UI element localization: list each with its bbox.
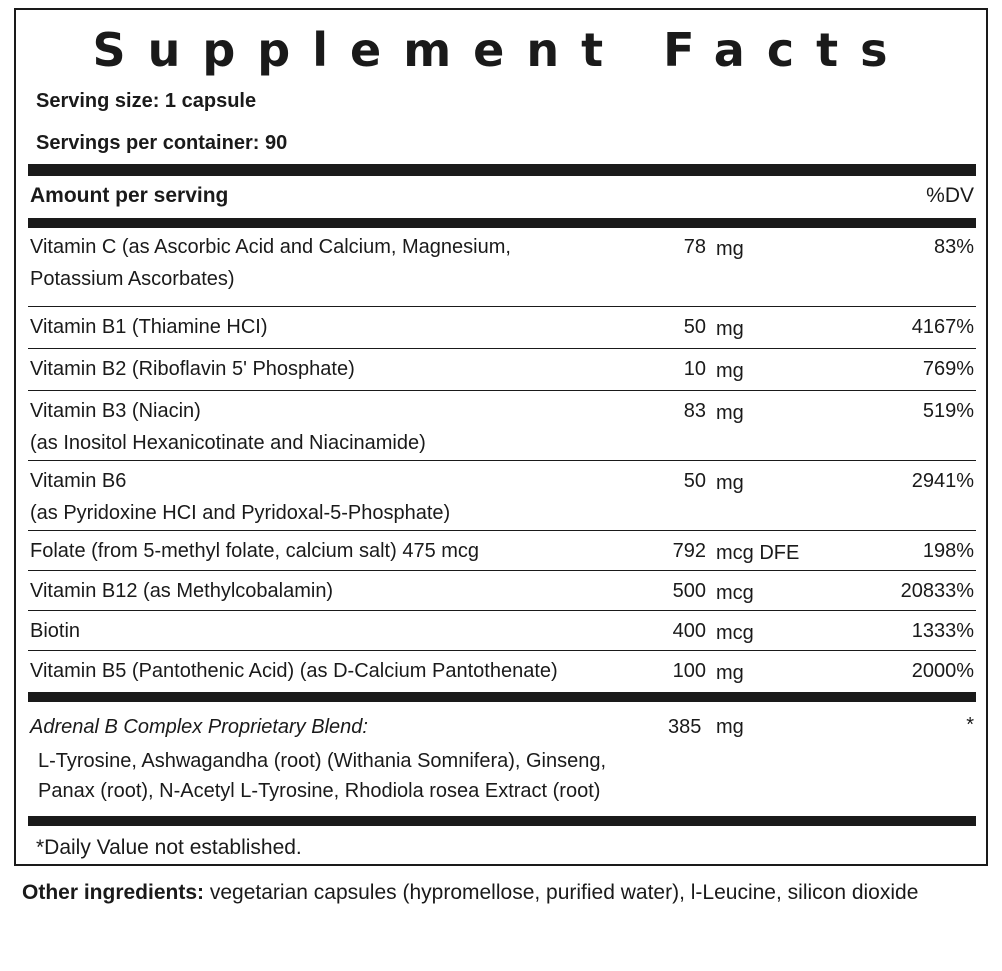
row-divider: [28, 460, 976, 461]
nutrient-dv: 2941%: [911, 470, 974, 492]
nutrient-dv: 519%: [922, 400, 974, 422]
thick-divider: [28, 164, 976, 176]
nutrient-dv: 20833%: [900, 580, 974, 602]
nutrient-amount: 10: [683, 358, 706, 380]
nutrient-name: Vitamin B6: [30, 470, 127, 492]
nutrient-amount: 50: [683, 470, 706, 492]
blend-ingredients-line: L-Tyrosine, Ashwagandha (root) (Withania Somnifera), Ginseng,: [38, 750, 607, 772]
blend-unit: mg: [716, 716, 744, 738]
nutrient-amount: 100: [672, 660, 706, 682]
nutrient-amount: 400: [672, 620, 706, 642]
row-divider: [28, 610, 976, 611]
nutrient-unit: mcg: [716, 582, 754, 604]
row-divider: [28, 390, 976, 391]
nutrient-amount: 78: [683, 236, 706, 258]
nutrient-dv: 83%: [933, 236, 974, 258]
other-ingredients-label: Other ingredients:: [22, 881, 205, 904]
other-ingredients-text: vegetarian capsules (hypromellose, purified water), l-Leucine, silicon dioxide: [204, 881, 919, 904]
row-divider: [28, 348, 976, 349]
thick-divider: [28, 692, 976, 702]
row-divider: [28, 570, 976, 571]
nutrient-name: (as Pyridoxine HCI and Pyridoxal-5-Phosphate): [30, 502, 451, 524]
footnote: *Daily Value not established.: [36, 836, 302, 859]
nutrient-name: Vitamin B3 (Niacin): [30, 400, 201, 422]
nutrient-amount: 792: [672, 540, 706, 562]
serving-size: Serving size: 1 capsule: [36, 90, 257, 112]
nutrient-dv: 769%: [922, 358, 974, 380]
amount-per-serving-header: Amount per serving: [30, 184, 229, 207]
nutrient-dv: 198%: [922, 540, 974, 562]
blend-dv: *: [966, 714, 974, 736]
nutrient-unit: mg: [716, 318, 744, 340]
nutrient-name: Vitamin B2 (Riboflavin 5' Phosphate): [30, 358, 355, 380]
nutrient-amount: 50: [683, 316, 706, 338]
nutrient-name: Vitamin B12 (as Methylcobalamin): [30, 580, 334, 602]
thick-divider: [28, 816, 976, 826]
nutrient-unit: mg: [716, 238, 744, 260]
nutrient-name: Folate (from 5-methyl folate, calcium salt) 475 mcg: [30, 540, 480, 562]
nutrient-unit: mcg: [716, 622, 754, 644]
nutrient-unit: mg: [716, 360, 744, 382]
nutrient-name: Biotin: [30, 620, 81, 642]
nutrient-unit: mg: [716, 402, 744, 424]
dv-header: %DV: [926, 184, 974, 207]
nutrient-amount: 500: [672, 580, 706, 602]
nutrient-dv: 1333%: [911, 620, 974, 642]
panel-title: Supplement Facts: [92, 23, 910, 77]
nutrient-name: Vitamin C (as Ascorbic Acid and Calcium, Magnesium,: [30, 236, 511, 258]
thick-divider: [28, 218, 976, 228]
row-divider: [28, 530, 976, 531]
nutrient-unit: mcg DFE: [716, 542, 800, 564]
row-divider: [28, 306, 976, 307]
servings-per-container: Servings per container: 90: [36, 132, 288, 154]
blend-amount: 385: [668, 716, 702, 738]
nutrient-name: (as Inositol Hexanicotinate and Niacinamide): [30, 432, 426, 454]
other-ingredients: [22, 876, 982, 910]
nutrient-dv: 4167%: [911, 316, 974, 338]
row-divider: [28, 650, 976, 651]
blend-ingredients-line: Panax (root), N-Acetyl L-Tyrosine, Rhodiola rosea Extract (root): [38, 780, 601, 802]
nutrient-amount: 83: [683, 400, 706, 422]
nutrient-name: Vitamin B5 (Pantothenic Acid) (as D-Calcium Pantothenate): [30, 660, 558, 682]
nutrient-unit: mg: [716, 662, 744, 684]
nutrient-dv: 2000%: [911, 660, 974, 682]
supplement-facts-panel: [14, 8, 988, 866]
nutrient-name: Potassium Ascorbates): [30, 268, 235, 290]
nutrient-name: Vitamin B1 (Thiamine HCI): [30, 316, 268, 338]
blend-name: Adrenal B Complex Proprietary Blend:: [30, 716, 368, 738]
nutrient-unit: mg: [716, 472, 744, 494]
